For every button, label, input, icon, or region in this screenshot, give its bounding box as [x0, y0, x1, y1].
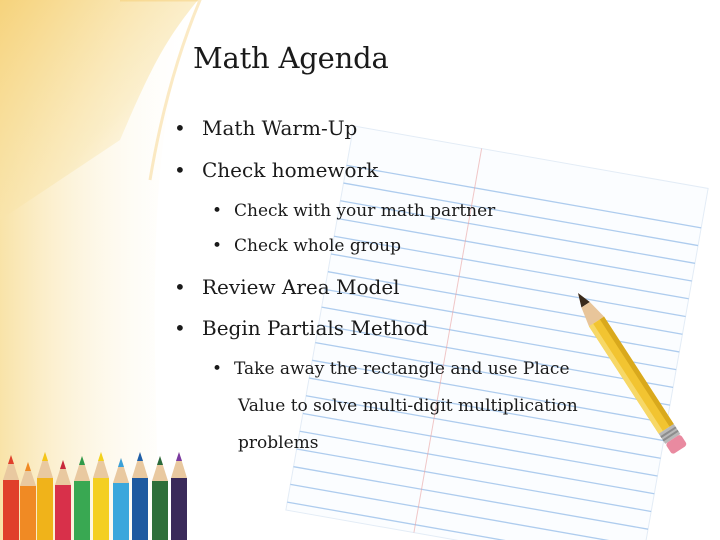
bullet-item [174, 114, 357, 142]
sub-bullet-item [212, 199, 495, 223]
sub-bullet-text: Take away the rectangle and use Place [234, 359, 570, 379]
bullet-item [174, 314, 428, 342]
sub-bullet-continuation: Value to solve multi-digit multiplication [238, 396, 578, 416]
bullet-text: Math Warm-Up [202, 116, 358, 140]
bullet-dot: • [174, 158, 186, 182]
bullet-dot: • [174, 116, 186, 140]
bullet-item [174, 273, 400, 301]
sub-bullet-item [212, 357, 570, 381]
bullet-dot: • [174, 275, 186, 299]
sub-bullet-text: Check whole group [234, 236, 401, 256]
sub-bullet-item [212, 234, 401, 258]
sub-bullet-text: Check with your math partner [234, 201, 496, 221]
bullet-dot: • [174, 316, 186, 340]
slide-title: Math Agenda [193, 41, 389, 75]
bullet-dot: • [212, 236, 223, 256]
bullet-dot: • [212, 201, 223, 221]
bullet-text: Check homework [202, 158, 379, 182]
bullet-text: Review Area Model [202, 275, 400, 299]
bullet-item [174, 156, 378, 184]
sub-bullet-continuation: problems [238, 433, 319, 453]
bullet-text: Begin Partials Method [202, 316, 429, 340]
bullet-dot: • [212, 359, 223, 379]
